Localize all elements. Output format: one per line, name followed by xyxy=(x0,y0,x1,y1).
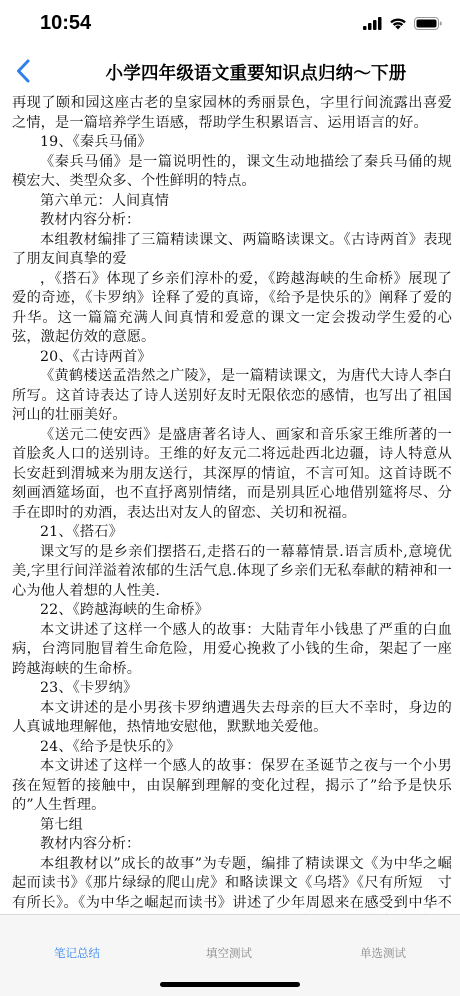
paragraph: 《送元二使安西》是盛唐著名诗人、画家和音乐家王维所著的一首脍炙人口的送别诗。王维的好友元二将远赴西北边疆，诗人特意从长安赶到渭城来为朋友送行，其深厚的情谊，不言可知。这首诗既不刻画酒筵场面，也不直抒离别情绪，而是别具匠心地借别筵将尽、分手在即时的劝酒，表达出对友人的留恋、关切和祝福。 xyxy=(12,426,452,521)
paragraph: 本组教材编排了三篇精读课文、两篇略读课文。《古诗两首》表现了朋友间真挚的爱 xyxy=(12,231,452,267)
section-heading: 24、《给予是快乐的》 xyxy=(40,738,181,755)
section-heading: 23、《卡罗纳》 xyxy=(40,680,138,696)
status-time: 10:54 xyxy=(40,12,92,34)
status-bar xyxy=(0,0,460,50)
paragraph: 再现了颐和园这座古老的皇家园林的秀丽景色，字里行间流露出喜爱之情，是一篇培养学生语感，帮助学生积累语言、运用语言的好。 xyxy=(12,95,452,131)
paragraph: 本文讲述的是小男孩卡罗纳遭遇失去母亲的巨大不幸时，身边的人真诚地理解他，热情地安慰他，默默地关爱他。 xyxy=(12,699,452,735)
paragraph: ，《搭石》体现了乡亲们淳朴的爱，《跨越海峡的生命桥》展现了爱的奇迹，《卡罗纳》诠释了爱的真谛，《给予是快乐的》阐释了爱的升华。这一篇篇充满人间真情和爱意的课文一定会拨动学生爱的心弦，激起仿效的意愿。 xyxy=(12,270,452,345)
section-heading: 20、《古诗两首》 xyxy=(40,348,152,365)
paragraph: 《黄鹤楼送孟浩然之广陵》，是一篇精读课文，为唐代大诗人李白所写。这首诗表达了诗人送别好友时无限依恋的感情，也写出了祖国河山的壮丽美好。 xyxy=(12,368,452,423)
chevron-left-icon xyxy=(16,59,30,87)
tab-single-choice-test[interactable]: 单选测试 xyxy=(360,946,406,960)
notes-document xyxy=(0,94,460,914)
tab-notes-summary[interactable]: 笔记总结 xyxy=(54,946,100,960)
paragraph: 本文讲述了这样一个感人的故事：大陆青年小钱患了严重的白血病，台湾同胞冒着生命危险，用爱心挽救了小钱的生命，架起了一座跨越海峡的生命桥。 xyxy=(12,621,452,677)
battery-icon xyxy=(414,15,442,34)
section-heading: 21、《搭石》 xyxy=(40,524,123,540)
paragraph: 本组教材以”成长的故事”为专题，编排了精读课文《为中华之崛起而读书》《那片绿绿的爬山虎》和略读课文《乌塔》《尺有所短 寸有所长》。《为中华之崛起而读书》讲述了少年周恩来在感受到中华不 xyxy=(12,855,452,911)
section-heading: 19、《秦兵马俑》 xyxy=(40,134,152,150)
unit-heading: 第七组 xyxy=(40,816,84,833)
wifi-icon xyxy=(389,15,407,34)
unit-heading: 第六单元：人间真情 xyxy=(40,192,170,209)
signal-icon xyxy=(363,15,382,34)
paragraph: 本文讲述了这样一个感人的故事：保罗在圣诞节之夜与一个小男孩在短暂的接触中，由误解到理解的变化过程，揭示了”给予是快乐的”人生哲理。 xyxy=(12,758,452,813)
tab-fill-blank-test[interactable]: 填空测试 xyxy=(206,946,252,960)
notes-content[interactable] xyxy=(0,94,460,914)
page-title: 小学四年级语文重要知识点归纳～下册 xyxy=(105,64,407,84)
status-icons xyxy=(363,15,442,34)
home-indicator xyxy=(160,982,300,987)
back-button[interactable] xyxy=(8,58,38,88)
paragraph: 《秦兵马俑》是一篇说明性的，课文生动地描绘了秦兵马俑的规模宏大、类型众多、个性鲜明的特点。 xyxy=(12,153,452,189)
paragraph: 课文写的是乡亲们摆搭石,走搭石的一幕幕情景.语言质朴,意境优美,字里行间洋溢着浓郁的生活气息.体现了乡亲们无私奉献的精神和一心为他人着想的人性美. xyxy=(12,543,452,599)
section-heading: 22、《跨越海峡的生命桥》 xyxy=(40,602,209,618)
section-heading: 教材内容分析： xyxy=(40,836,141,852)
section-heading: 教材内容分析： xyxy=(40,212,141,228)
navigation-bar xyxy=(0,50,460,96)
